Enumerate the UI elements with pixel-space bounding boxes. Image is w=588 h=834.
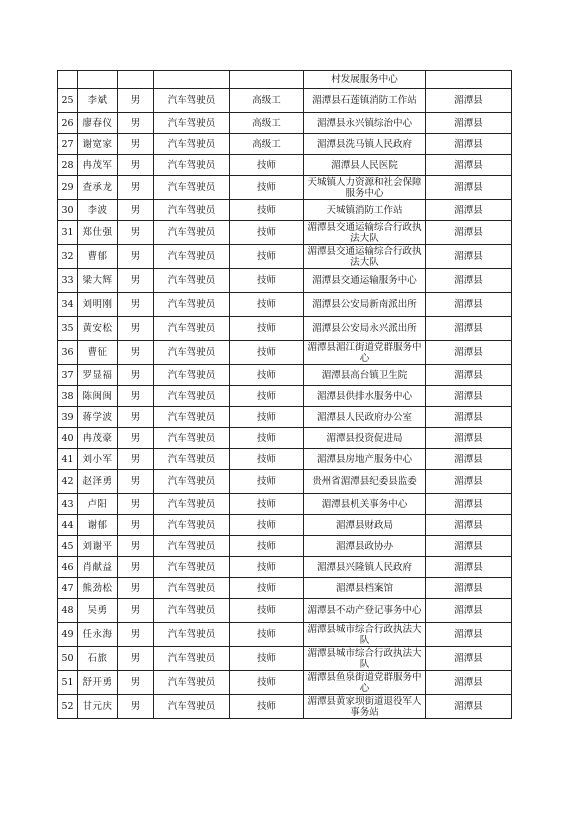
cell-gender: 男: [118, 494, 154, 515]
table-row: [58, 578, 512, 599]
cell-num: 49: [58, 623, 78, 647]
cell-name: 舒开勇: [78, 671, 118, 695]
cell-name: 卢阳: [78, 494, 118, 515]
cell-name: 刘小军: [78, 449, 118, 470]
cell-num: 50: [58, 647, 78, 671]
cell-level: 高级工: [230, 113, 304, 134]
cell-job: 汽车驾驶员: [154, 515, 230, 536]
cell-level: 技师: [230, 599, 304, 623]
cell-name: 谢宽家: [78, 134, 118, 155]
cell-gender: 男: [118, 470, 154, 494]
cell-unit: 湄潭县交通运输服务中心: [304, 269, 426, 293]
cell-name: 任永海: [78, 623, 118, 647]
cell-level: 技师: [230, 245, 304, 269]
cell-job: 汽车驾驶员: [154, 113, 230, 134]
cell-name: 廖春仪: [78, 113, 118, 134]
cell-gender: 男: [118, 134, 154, 155]
cell-unit: 湄潭县城市综合行政执法大队: [304, 647, 426, 671]
cell-unit: 湄潭县城市综合行政执法大队: [304, 623, 426, 647]
table-row: [58, 176, 512, 200]
cell-gender: 男: [118, 89, 154, 113]
cell-unit: 湄潭县机关事务中心: [304, 494, 426, 515]
cell-num: 42: [58, 470, 78, 494]
cell-county: 湄潭县: [426, 269, 512, 293]
cell-name: 赵泽勇: [78, 470, 118, 494]
cell-level: 技师: [230, 695, 304, 719]
cell-num: 25: [58, 89, 78, 113]
cell-unit: 湄潭县交通运输综合行政执法大队: [304, 221, 426, 245]
cell-level: 技师: [230, 365, 304, 386]
cell-unit: 湄潭县黄家坝街道退役军人事务站: [304, 695, 426, 719]
cell-job: [154, 71, 230, 89]
cell-gender: 男: [118, 341, 154, 365]
table-row: [58, 647, 512, 671]
cell-num: 35: [58, 317, 78, 341]
cell-gender: [118, 71, 154, 89]
cell-level: 技师: [230, 269, 304, 293]
cell-job: 汽车驾驶员: [154, 89, 230, 113]
table-row: [58, 515, 512, 536]
cell-job: 汽车驾驶员: [154, 647, 230, 671]
cell-num: 51: [58, 671, 78, 695]
cell-job: 汽车驾驶员: [154, 200, 230, 221]
cell-county: 湄潭县: [426, 671, 512, 695]
cell-level: 技师: [230, 317, 304, 341]
cell-num: 48: [58, 599, 78, 623]
cell-unit: 湄潭县公安局永兴派出所: [304, 317, 426, 341]
cell-num: 46: [58, 557, 78, 578]
cell-level: [230, 71, 304, 89]
cell-job: 汽车驾驶员: [154, 134, 230, 155]
cell-num: 38: [58, 386, 78, 407]
cell-unit: 湄潭县永兴镇综治中心: [304, 113, 426, 134]
table-row: [58, 494, 512, 515]
table-row: [58, 386, 512, 407]
cell-county: 湄潭县: [426, 155, 512, 176]
cell-county: 湄潭县: [426, 623, 512, 647]
cell-level: 技师: [230, 470, 304, 494]
table-row: [58, 365, 512, 386]
cell-county: 湄潭县: [426, 515, 512, 536]
cell-county: 湄潭县: [426, 647, 512, 671]
cell-job: 汽车驾驶员: [154, 494, 230, 515]
cell-name: 查承龙: [78, 176, 118, 200]
cell-job: 汽车驾驶员: [154, 428, 230, 449]
cell-unit: 湄潭县房地产服务中心: [304, 449, 426, 470]
cell-name: 肖献益: [78, 557, 118, 578]
table-row: [58, 245, 512, 269]
cell-level: 技师: [230, 623, 304, 647]
cell-unit: 湄潭县鱼泉街道党群服务中心: [304, 671, 426, 695]
cell-name: 石旅: [78, 647, 118, 671]
cell-gender: 男: [118, 515, 154, 536]
table-body: [58, 71, 512, 719]
cell-num: 41: [58, 449, 78, 470]
cell-name: [78, 71, 118, 89]
cell-county: 湄潭县: [426, 317, 512, 341]
cell-unit: 湄潭县洗马镇人民政府: [304, 134, 426, 155]
cell-level: 技师: [230, 386, 304, 407]
cell-county: 湄潭县: [426, 176, 512, 200]
cell-name: 梁大辉: [78, 269, 118, 293]
cell-level: 技师: [230, 578, 304, 599]
cell-gender: 男: [118, 200, 154, 221]
cell-unit: 湄潭县人民医院: [304, 155, 426, 176]
cell-job: 汽车驾驶员: [154, 578, 230, 599]
cell-unit: 贵州省湄潭县纪委县监委: [304, 470, 426, 494]
cell-num: 26: [58, 113, 78, 134]
table-row: [58, 134, 512, 155]
cell-unit: 湄潭县供排水服务中心: [304, 386, 426, 407]
cell-unit: 湄潭县兴隆镇人民政府: [304, 557, 426, 578]
cell-job: 汽车驾驶员: [154, 317, 230, 341]
cell-unit: 湄潭县公安局新南派出所: [304, 293, 426, 317]
cell-level: 高级工: [230, 134, 304, 155]
cell-level: 技师: [230, 536, 304, 557]
table-row: [58, 470, 512, 494]
cell-county: [426, 71, 512, 89]
cell-unit: 湄潭县人民政府办公室: [304, 407, 426, 428]
cell-num: 47: [58, 578, 78, 599]
cell-county: 湄潭县: [426, 695, 512, 719]
cell-job: 汽车驾驶员: [154, 176, 230, 200]
cell-unit: 湄潭县交通运输综合行政执法大队: [304, 245, 426, 269]
cell-name: 刘谢平: [78, 536, 118, 557]
cell-county: 湄潭县: [426, 494, 512, 515]
cell-county: 湄潭县: [426, 245, 512, 269]
cell-job: 汽车驾驶员: [154, 365, 230, 386]
cell-unit: 湄潭县湄江街道党群服务中心: [304, 341, 426, 365]
cell-level: 技师: [230, 155, 304, 176]
cell-job: 汽车驾驶员: [154, 449, 230, 470]
cell-gender: 男: [118, 647, 154, 671]
cell-job: 汽车驾驶员: [154, 623, 230, 647]
cell-num: 43: [58, 494, 78, 515]
cell-num: 52: [58, 695, 78, 719]
cell-job: 汽车驾驶员: [154, 557, 230, 578]
cell-job: 汽车驾驶员: [154, 293, 230, 317]
cell-num: 33: [58, 269, 78, 293]
cell-level: 技师: [230, 449, 304, 470]
cell-level: 技师: [230, 341, 304, 365]
table-row: [58, 599, 512, 623]
cell-county: 湄潭县: [426, 200, 512, 221]
table-row: [58, 200, 512, 221]
cell-county: 湄潭县: [426, 599, 512, 623]
cell-name: 冉茂豪: [78, 428, 118, 449]
cell-name: 蒋学波: [78, 407, 118, 428]
cell-job: 汽车驾驶员: [154, 695, 230, 719]
cell-county: 湄潭县: [426, 578, 512, 599]
cell-county: 湄潭县: [426, 365, 512, 386]
table-row: [58, 113, 512, 134]
cell-name: 李斌: [78, 89, 118, 113]
table-row: [58, 536, 512, 557]
table-row: [58, 449, 512, 470]
cell-name: 陈闽闽: [78, 386, 118, 407]
table-row: [58, 407, 512, 428]
cell-gender: 男: [118, 578, 154, 599]
cell-gender: 男: [118, 671, 154, 695]
cell-gender: 男: [118, 155, 154, 176]
cell-num: [58, 71, 78, 89]
cell-level: 技师: [230, 176, 304, 200]
cell-gender: 男: [118, 557, 154, 578]
cell-num: 31: [58, 221, 78, 245]
cell-name: 郑仕强: [78, 221, 118, 245]
cell-county: 湄潭县: [426, 407, 512, 428]
cell-gender: 男: [118, 428, 154, 449]
cell-job: 汽车驾驶员: [154, 386, 230, 407]
cell-num: 45: [58, 536, 78, 557]
table-row: [58, 89, 512, 113]
cell-county: 湄潭县: [426, 428, 512, 449]
cell-level: 技师: [230, 671, 304, 695]
cell-gender: 男: [118, 221, 154, 245]
cell-county: 湄潭县: [426, 89, 512, 113]
table-row: [58, 221, 512, 245]
cell-num: 44: [58, 515, 78, 536]
cell-name: 冉茂军: [78, 155, 118, 176]
cell-gender: 男: [118, 245, 154, 269]
cell-name: 李波: [78, 200, 118, 221]
cell-num: 27: [58, 134, 78, 155]
table-row: [58, 293, 512, 317]
cell-unit: 湄潭县高台镇卫生院: [304, 365, 426, 386]
cell-county: 湄潭县: [426, 449, 512, 470]
cell-gender: 男: [118, 623, 154, 647]
cell-unit: 天城镇人力资源和社会保障服务中心: [304, 176, 426, 200]
table-row: [58, 341, 512, 365]
cell-num: 32: [58, 245, 78, 269]
cell-gender: 男: [118, 536, 154, 557]
cell-gender: 男: [118, 695, 154, 719]
cell-level: 技师: [230, 200, 304, 221]
cell-level: 技师: [230, 407, 304, 428]
cell-level: 技师: [230, 494, 304, 515]
table-row: [58, 671, 512, 695]
cell-level: 技师: [230, 647, 304, 671]
table-row: [58, 269, 512, 293]
cell-gender: 男: [118, 293, 154, 317]
cell-name: 谢郁: [78, 515, 118, 536]
cell-unit: 湄潭县不动产登记事务中心: [304, 599, 426, 623]
cell-level: 技师: [230, 515, 304, 536]
cell-num: 34: [58, 293, 78, 317]
cell-name: 黄安松: [78, 317, 118, 341]
table-row: [58, 557, 512, 578]
cell-name: 甘元庆: [78, 695, 118, 719]
cell-num: 37: [58, 365, 78, 386]
cell-county: 湄潭县: [426, 470, 512, 494]
cell-num: 40: [58, 428, 78, 449]
cell-unit: 湄潭县档案馆: [304, 578, 426, 599]
cell-num: 28: [58, 155, 78, 176]
cell-unit: 湄潭县财政局: [304, 515, 426, 536]
cell-job: 汽车驾驶员: [154, 341, 230, 365]
cell-gender: 男: [118, 449, 154, 470]
cell-job: 汽车驾驶员: [154, 671, 230, 695]
table-row: [58, 155, 512, 176]
table-row: [58, 623, 512, 647]
cell-name: 吴勇: [78, 599, 118, 623]
cell-job: 汽车驾驶员: [154, 407, 230, 428]
cell-gender: 男: [118, 269, 154, 293]
cell-level: 技师: [230, 221, 304, 245]
cell-county: 湄潭县: [426, 557, 512, 578]
cell-name: 罗显福: [78, 365, 118, 386]
cell-county: 湄潭县: [426, 113, 512, 134]
cell-job: 汽车驾驶员: [154, 269, 230, 293]
cell-gender: 男: [118, 113, 154, 134]
cell-county: 湄潭县: [426, 221, 512, 245]
cell-level: 技师: [230, 557, 304, 578]
cell-unit: 天城镇消防工作站: [304, 200, 426, 221]
cell-county: 湄潭县: [426, 134, 512, 155]
cell-num: 29: [58, 176, 78, 200]
personnel-table: [57, 70, 512, 719]
cell-num: 39: [58, 407, 78, 428]
cell-unit: 村发展服务中心: [304, 71, 426, 89]
cell-name: 曹郁: [78, 245, 118, 269]
cell-county: 湄潭县: [426, 386, 512, 407]
cell-job: 汽车驾驶员: [154, 221, 230, 245]
cell-county: 湄潭县: [426, 293, 512, 317]
cell-level: 技师: [230, 293, 304, 317]
cell-gender: 男: [118, 317, 154, 341]
cell-num: 36: [58, 341, 78, 365]
cell-job: 汽车驾驶员: [154, 536, 230, 557]
cell-county: 湄潭县: [426, 536, 512, 557]
cell-gender: 男: [118, 176, 154, 200]
cell-name: 刘明刚: [78, 293, 118, 317]
table-row: [58, 317, 512, 341]
table-row: [58, 428, 512, 449]
cell-job: 汽车驾驶员: [154, 155, 230, 176]
cell-gender: 男: [118, 407, 154, 428]
cell-level: 高级工: [230, 89, 304, 113]
cell-level: 技师: [230, 428, 304, 449]
cell-job: 汽车驾驶员: [154, 599, 230, 623]
cell-unit: 湄潭县石莲镇消防工作站: [304, 89, 426, 113]
cell-job: 汽车驾驶员: [154, 470, 230, 494]
cell-name: 熊劲松: [78, 578, 118, 599]
table-row: [58, 71, 512, 89]
cell-gender: 男: [118, 386, 154, 407]
cell-gender: 男: [118, 599, 154, 623]
cell-unit: 湄潭县投资促进局: [304, 428, 426, 449]
cell-num: 30: [58, 200, 78, 221]
cell-county: 湄潭县: [426, 341, 512, 365]
cell-unit: 湄潭县政协办: [304, 536, 426, 557]
cell-job: 汽车驾驶员: [154, 245, 230, 269]
table-row: [58, 695, 512, 719]
cell-gender: 男: [118, 365, 154, 386]
cell-name: 曹征: [78, 341, 118, 365]
